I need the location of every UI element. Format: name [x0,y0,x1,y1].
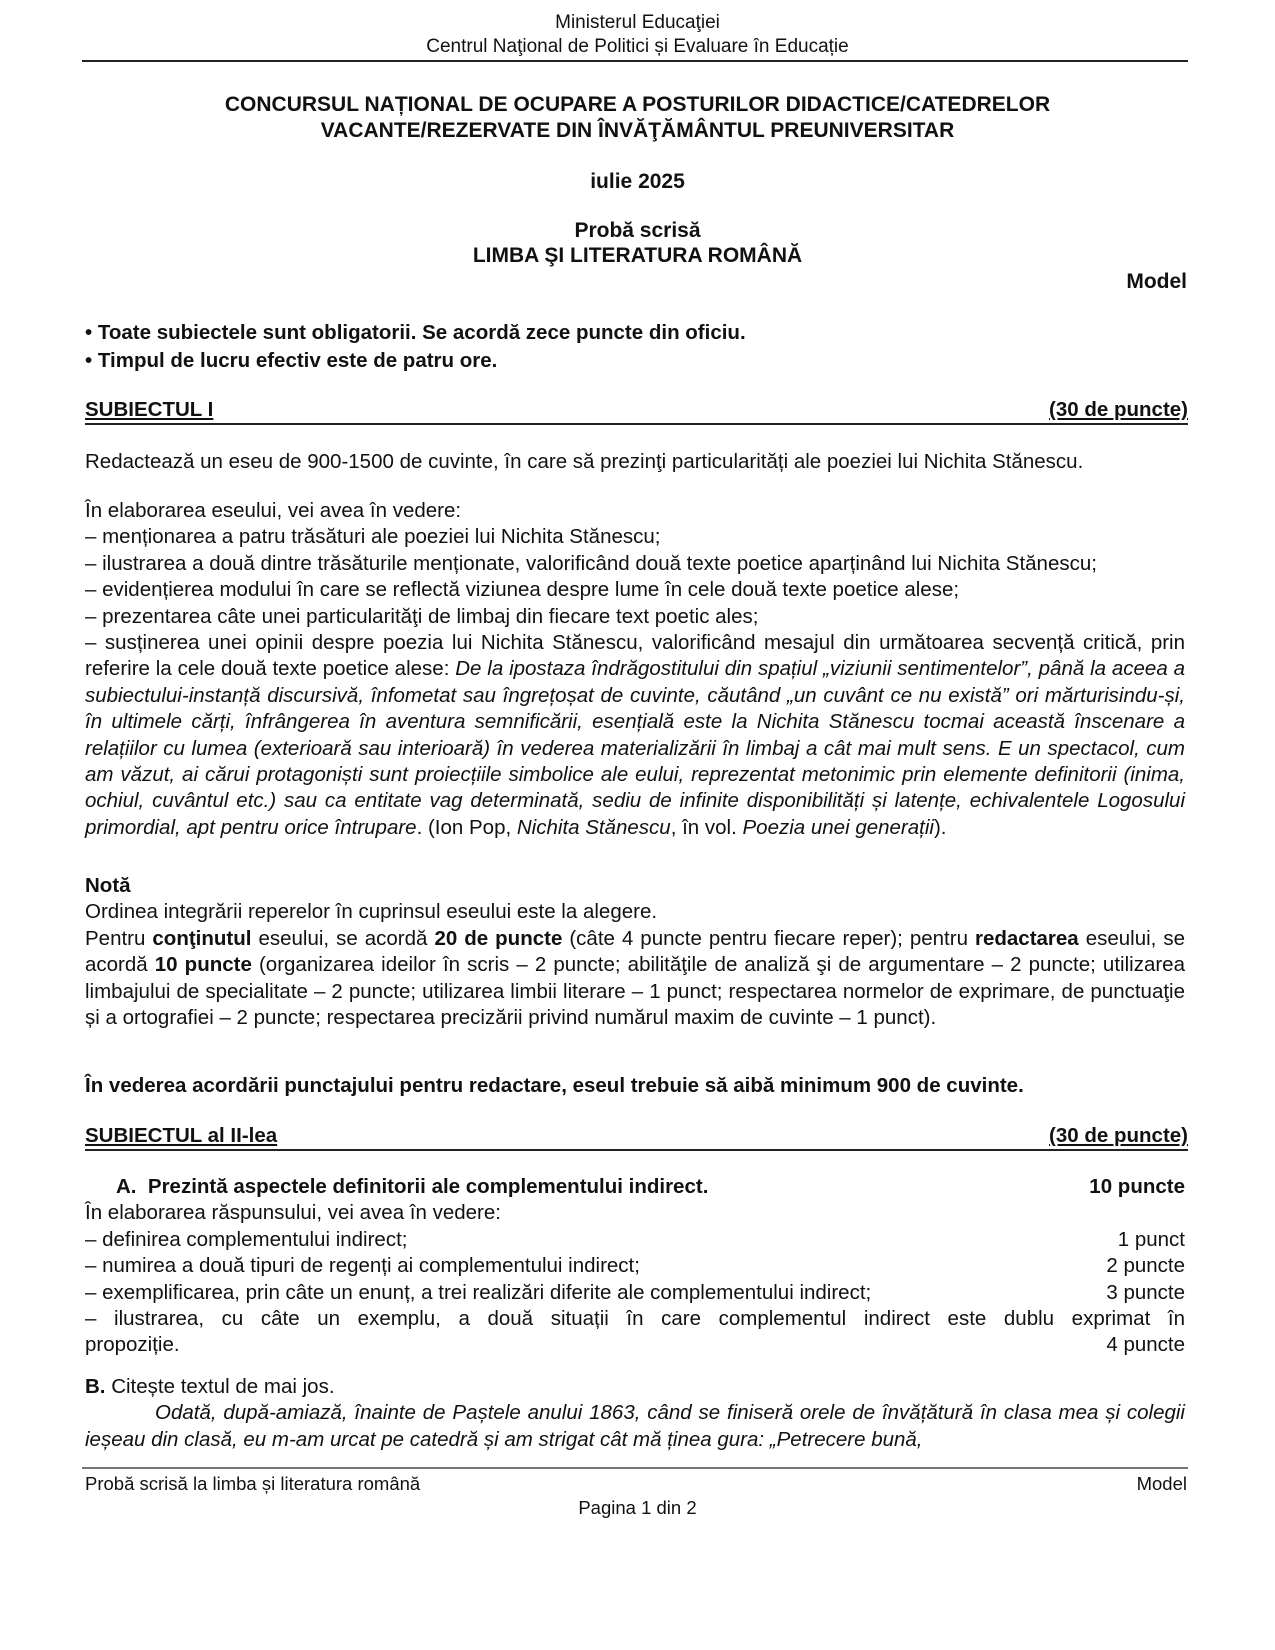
exam-type: Probă scrisă [574,219,701,242]
page-number: Pagina 1 din 2 [578,1497,697,1518]
part-a-item [85,1227,1185,1253]
note-block [85,873,1185,1031]
part-b-task: Citește textul de mai jos. [105,1375,335,1398]
exam-date: iulie 2025 [590,170,685,193]
note-emphasis: conţinutul [152,926,252,950]
part-a-text: Prezintă aspectele definitorii ale complementului indirect. [147,1175,709,1198]
note-text: Pentru [85,926,153,950]
note-text: eseului, se acordă [85,926,1185,977]
part-b [85,1374,1185,1453]
part-a-label: A. [116,1175,137,1198]
part-a-header [85,1174,1185,1200]
instruction-1: • Toate subiectele sunt obligatorii. Se acordă zece puncte din oficiu. [85,321,746,344]
subject-2-points: (30 de puncte) [1049,1124,1188,1147]
part-a-item [85,1280,1185,1306]
subject-1-points: (30 de puncte) [1049,398,1188,421]
item-text: – definirea complementului indirect; [85,1227,408,1251]
part-a-item-last-line2 [85,1332,1185,1358]
footer-left: Probă scrisă la limba și literatura română [85,1473,421,1494]
note-order: Ordinea integrării reperelor în cuprinsul eseului este la alegere. [85,900,658,924]
part-a [85,1174,1185,1359]
word-requirement: În vederea acordării punctajului pentru redactare, eseul trebuie să aibă minimum 900 de cuvinte. [85,1074,1024,1097]
contest-title-line2: VACANTE/REZERVATE DIN ÎNVĂŢĂMÂNTUL PREUNIVERSITAR [320,119,955,142]
ministry-name: Ministerul Educaţiei [555,12,720,33]
instruction-2: • Timpul de lucru efectiv este de patru ore. [85,349,498,372]
subject-1-title: SUBIECTUL I [85,398,214,421]
citation-post: ). [933,815,947,839]
critical-quote: De la ipostaza îndrăgostitului din spațiul „viziunii sentimentelor”, până la aceea a subiectului-instanță discursivă, înfometat sau îngrețoșat de cuvinte, căutând „un cuvânt ce nu există” ori mărturisindu-și, în ultimele cărți, înfrângerea în aventura semnificării, esențială este la Nichita Stănescu tocmai această înscenare a relațiilor cu lumea (exterioară sau interioară) în vederea materializării în limbaj a cât mai mult sens. E un spectacol, cum am văzut, ai cărui protagoniști sunt proiecțiile simbolice ale eului, reprezentat metonimic prin elemente definitorii (inima, ochiul, cuvântul etc.) sau ca entitate vag determinată, sediu de infinite disponibilități și latențe, echivalentele Logosului primordial, apt pentru orice întrupare [85,657,1185,839]
note-text: (organizarea ideilor în scris – 2 puncte; abilităţile de analiză şi de argumentare – 2 puncte; utilizarea limbajului de specialitate – 2 puncte; utilizarea limbii literare – 1 punct; respectarea normelor de exprimare, de punctuaţie și a ortografiei – 2 puncte; respectarea precizării privind numărul maxim de cuvinte – 1 punct). [85,953,1185,1030]
opinion-prompt: – susținerea unei opinii despre poezia lui Nichita Stănescu, valorificând mesajul din următoarea secvență critică, prin referire la cele două texte poetice alese: [85,631,1185,681]
part-b-text: Odată, după-amiază, înainte de Paștele anului 1863, când se finiseră orele de învățătură în clasa mea și colegii ieșeau din clasă, eu m-am urcat pe catedră și am strigat cât mă ținea gura: „Petrecere bună, [85,1401,1185,1451]
criteria-item: – menționarea a patru trăsături ale poeziei lui Nichita Stănescu; [85,525,661,549]
part-a-item [85,1253,1185,1279]
note-text: (câte 4 puncte pentru fiecare reper); pentru [562,926,975,950]
criteria-intro: În elaborarea eseului, vei avea în vedere: [85,499,462,522]
criteria-item: – evidențierea modului în care se reflectă viziunea despre lume în cele două texte poetice alese; [85,578,960,602]
subject-1-heading [85,397,1188,425]
subject-1-criteria [85,498,1185,841]
part-a-item-last-line1: – ilustrarea, cu câte un exemplu, a două situații în care complementul indirect este dublu exprimat în [85,1307,1185,1331]
model-label: Model [1126,270,1187,293]
note-text: eseului, se acordă [251,926,435,950]
note-scoring [85,926,1185,1032]
header-rule [82,60,1188,62]
item-points: 2 puncte [1106,1254,1185,1278]
criteria-item-opinion [85,630,1185,841]
note-emphasis: 20 de puncte [434,926,563,950]
center-name: Centrul Naţional de Politici și Evaluare în Educație [426,36,849,57]
item-points: 1 punct [1117,1227,1185,1251]
footer-right: Model [1136,1473,1187,1494]
contest-title-line1: CONCURSUL NAȚIONAL DE OCUPARE A POSTURILOR DIDACTICE/CATEDRELOR [224,93,1051,116]
part-a-points: 10 puncte [1089,1175,1185,1198]
criteria-item: – ilustrarea a două dintre trăsăturile menționate, valorificând două texte poetice aparținând lui Nichita Stănescu; [85,551,1097,575]
item-points: 4 puncte [1106,1333,1185,1357]
citation-volume: Poezia unei generații [742,815,934,839]
note-title: Notă [85,874,131,897]
subject-2-heading [85,1123,1188,1151]
subject-2-title: SUBIECTUL al II-lea [85,1124,278,1147]
citation-pre: . (Ion Pop, [416,815,517,839]
citation-mid: , în vol. [670,815,743,839]
note-emphasis: redactarea [974,926,1079,950]
part-b-header [85,1374,1185,1400]
exam-subject: LIMBA ŞI LITERATURA ROMÂNĂ [472,244,803,267]
footer-rule [82,1467,1188,1469]
item-text: – exemplificarea, prin câte un enunț, a trei realizări diferite ale complementului indirect; [85,1280,872,1304]
part-b-label: B. [85,1375,106,1398]
citation-work: Nichita Stănescu [516,815,671,839]
part-a-intro: În elaborarea răspunsului, vei avea în vedere: [85,1201,501,1225]
subject-1-task: Redactează un eseu de 900-1500 de cuvinte, în care să prezinţi particularități ale poeziei lui Nichita Stănescu. [85,450,1084,473]
item-text: propoziție. [85,1333,180,1357]
item-points: 3 puncte [1106,1280,1185,1304]
part-a-task [85,1174,708,1200]
item-text: – numirea a două tipuri de regenți ai complementului indirect; [85,1254,640,1278]
note-emphasis: 10 puncte [154,953,252,977]
criteria-item: – prezentarea câte unei particularităţi de limbaj din fiecare text poetic ales; [85,604,759,628]
